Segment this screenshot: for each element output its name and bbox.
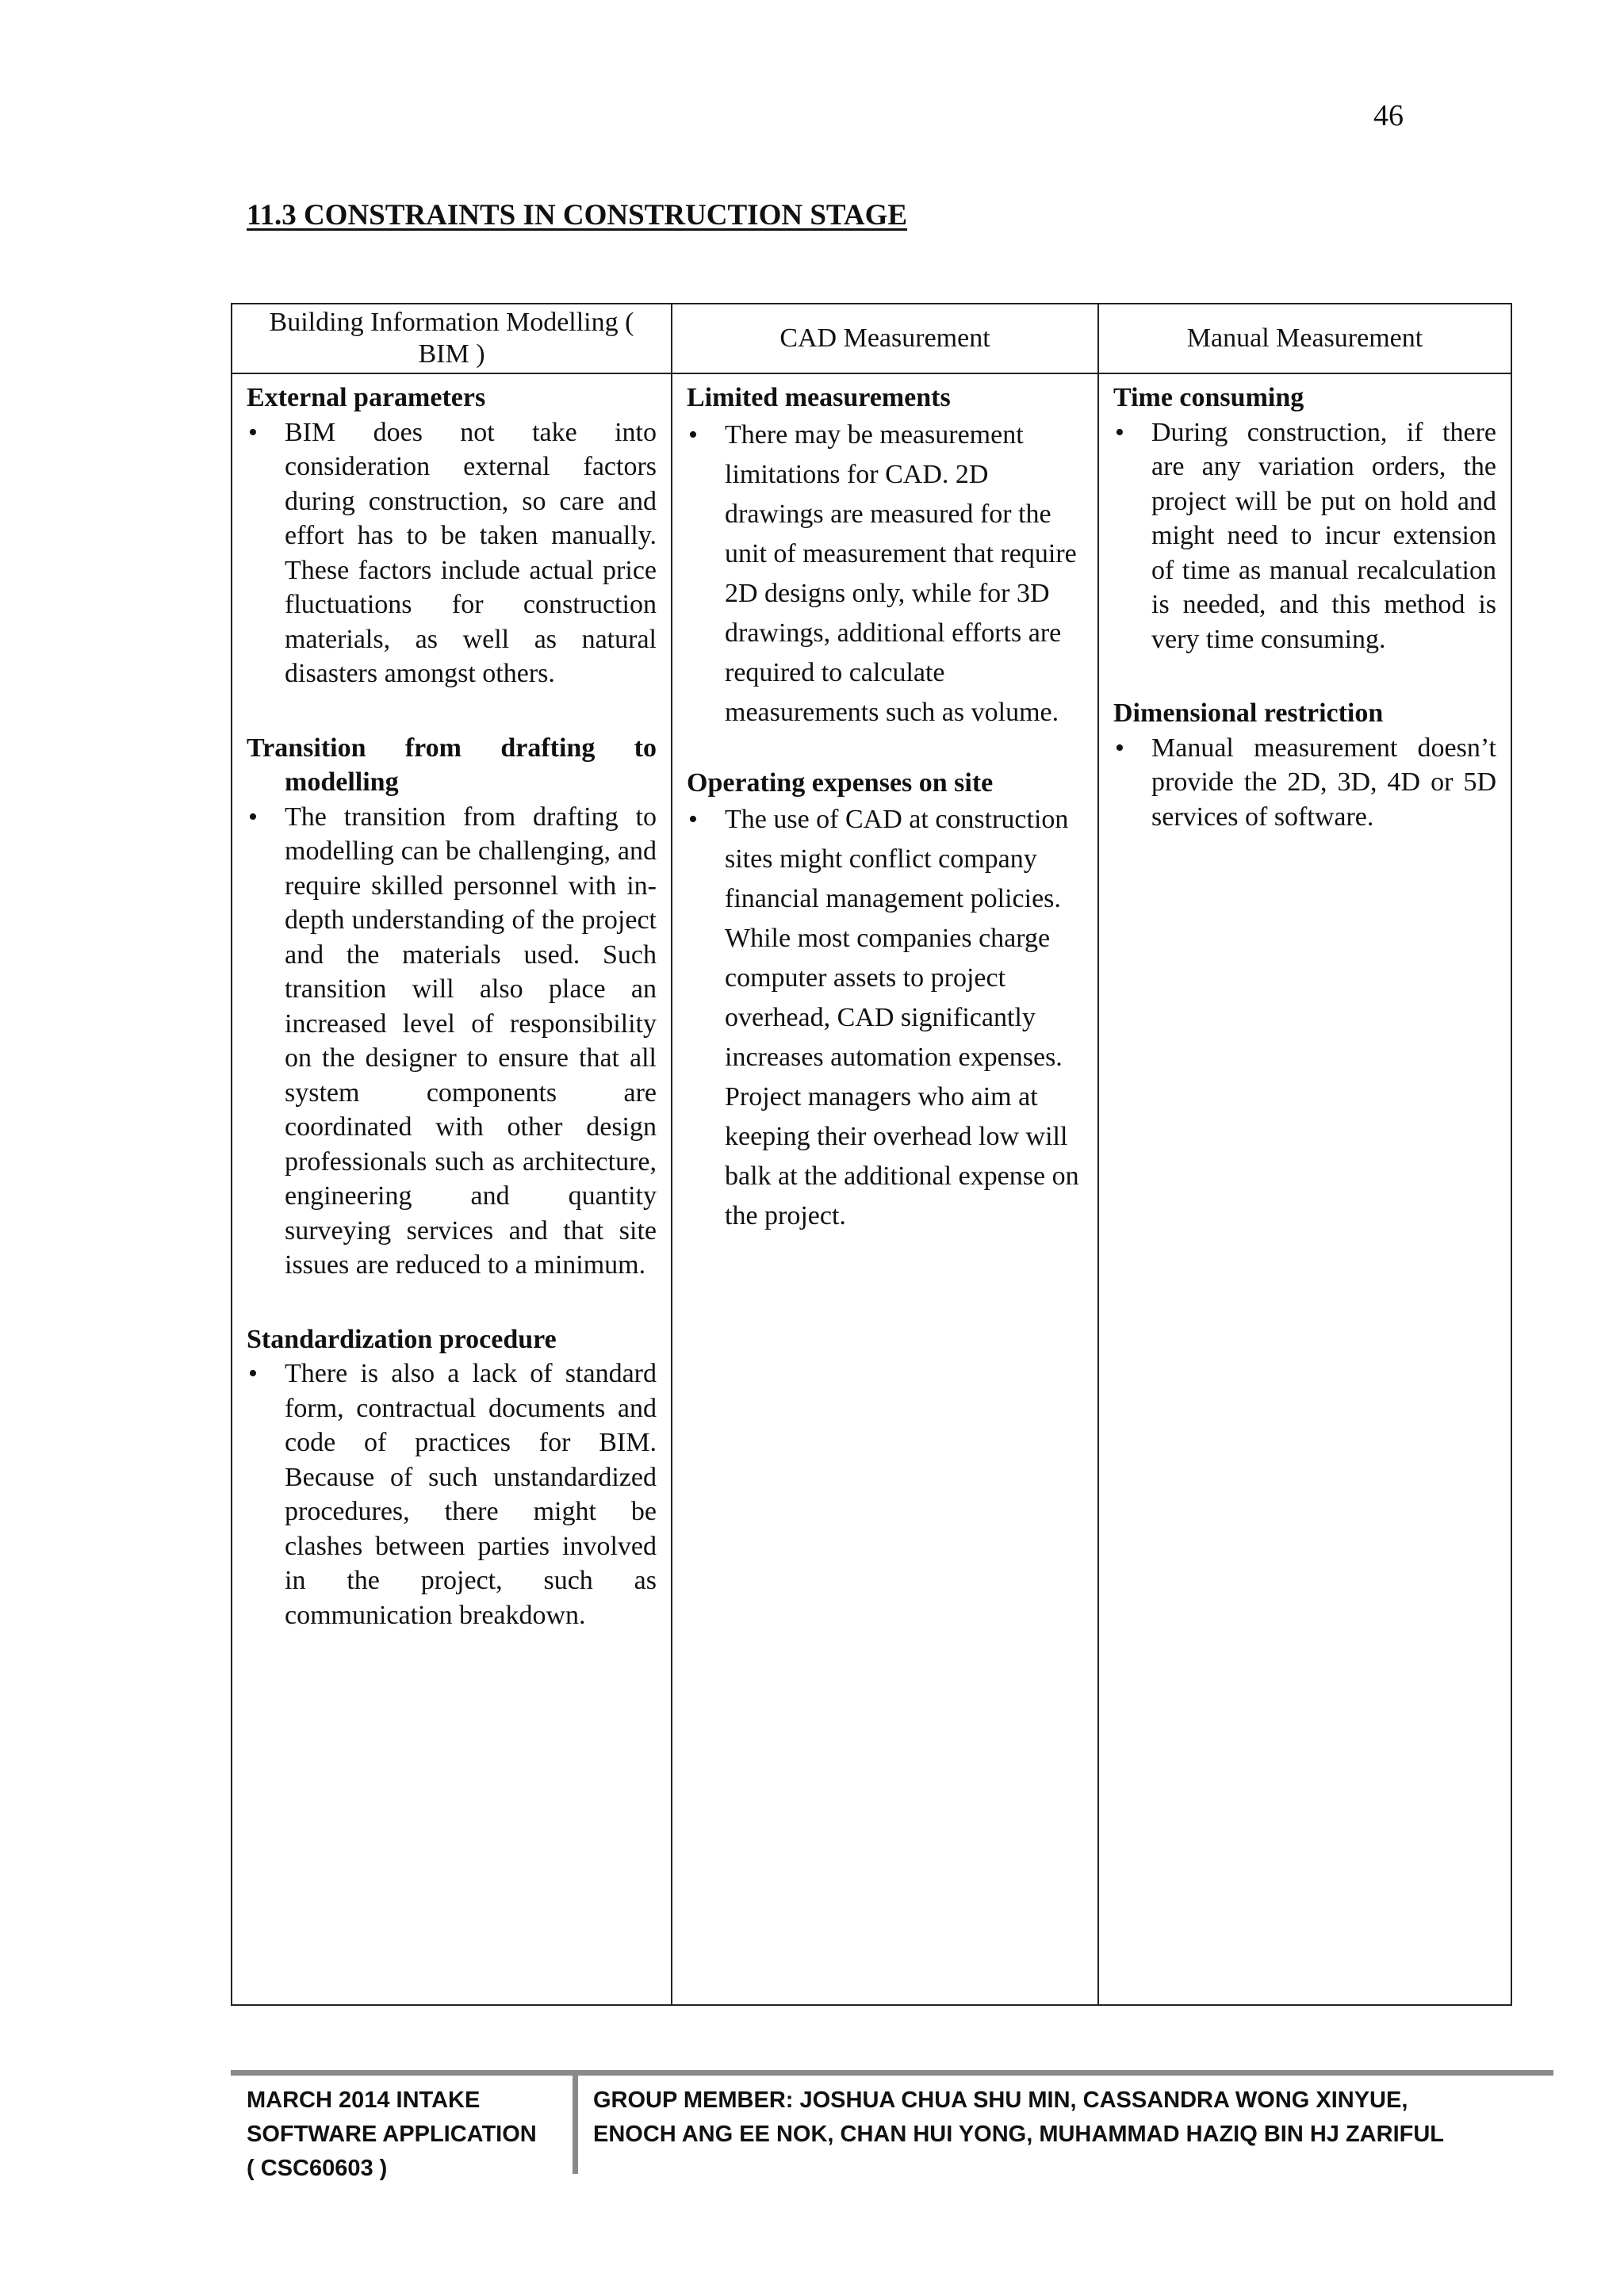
list-item xyxy=(1113,415,1496,657)
bullet-icon: • xyxy=(688,805,698,834)
bullet-icon: • xyxy=(248,417,258,447)
list-item xyxy=(247,415,657,691)
footer-group-members xyxy=(593,2084,1553,2152)
header-manual: Manual Measurement xyxy=(1098,304,1511,373)
bim-heading-standardization: Standardization procedure xyxy=(247,1324,557,1354)
footer-subject: SOFTWARE APPLICATION xyxy=(247,2122,537,2147)
constraints-table xyxy=(231,303,1512,2006)
list-item xyxy=(247,800,657,1283)
bim-cell xyxy=(232,373,672,2005)
manual-cell xyxy=(1098,373,1511,2005)
bim-text-transition: The transition from drafting to modelling can be challenging, and require skilled personnel with in-depth understanding of the project and the materials used. Such transition will also place an increased level of responsibility on the designer to ensure that all system components are coordinated with other design professionals such as architecture, engineering and quantity surveying services and that site issues are reduced to a minimum. xyxy=(285,802,657,1280)
header-cad: CAD Measurement xyxy=(672,304,1098,373)
list-item xyxy=(1113,731,1496,835)
manual-list-2 xyxy=(1113,731,1496,835)
list-item xyxy=(687,415,1083,733)
bullet-icon: • xyxy=(248,802,258,832)
manual-text-dimensional: Manual measurement doesn’t provide the 2D, 3D, 4D or 5D services of software. xyxy=(1151,733,1496,832)
bullet-icon: • xyxy=(688,419,698,450)
header-bim: Building Information Modelling ( BIM ) xyxy=(232,304,672,373)
list-item xyxy=(247,1357,657,1632)
footer-intake: MARCH 2014 INTAKE xyxy=(247,2087,481,2113)
footer-course-info xyxy=(247,2084,564,2186)
list-item xyxy=(687,800,1083,1236)
table-header-row xyxy=(232,304,1511,373)
bim-list-2 xyxy=(247,800,657,1283)
page-number: 46 xyxy=(1373,99,1404,132)
cad-heading-limited-measurements: Limited measurements xyxy=(687,383,951,412)
manual-list-1 xyxy=(1113,415,1496,657)
bim-heading-transition: Transition from drafting to modelling xyxy=(247,733,657,797)
bim-text-standardization: There is also a lack of standard form, contractual documents and code of practices for BIM. Because of such unstandardized procedures, there might be clashes between parties involved in the project, such as communication breakdown. xyxy=(285,1359,657,1630)
manual-text-time-consuming: During construction, if there are any variation orders, the project will be put on hold and might need to incur extension of time as manual recalculation is needed, and this method is very time consuming. xyxy=(1151,417,1496,654)
cad-heading-operating-expenses: Operating expenses on site xyxy=(687,767,994,798)
footer-members-line1: GROUP MEMBER: JOSHUA CHUA SHU MIN, CASSANDRA WONG XINYUE, xyxy=(593,2087,1408,2113)
bullet-icon: • xyxy=(248,1359,258,1388)
cad-cell xyxy=(672,373,1098,2005)
footer-members-line2: ENOCH ANG EE NOK, CHAN HUI YONG, MUHAMMAD HAZIQ BIN HJ ZARIFUL xyxy=(593,2122,1444,2147)
footer-divider xyxy=(231,2070,1553,2076)
footer-course-code: ( CSC60603 ) xyxy=(247,2156,388,2181)
manual-heading-time-consuming: Time consuming xyxy=(1113,383,1304,412)
cad-list-1 xyxy=(687,415,1083,733)
section-title: 11.3 CONSTRAINTS IN CONSTRUCTION STAGE xyxy=(247,199,908,232)
cad-text-limited-measurements: There may be measurement limitations for CAD. 2D drawings are measured for the unit of measurement that require 2D designs only, while for 3D drawings, additional efforts are required to calculate measurements such as volume. xyxy=(725,419,1077,727)
bim-list-1 xyxy=(247,415,657,691)
table-body-row xyxy=(232,373,1511,2005)
cad-list-2 xyxy=(687,800,1083,1236)
bim-text-external-parameters: BIM does not take into consideration external factors during construction, so care and effort has to be taken manually. These factors include actual price fluctuations for construction materials, as well as natural disasters amongst others. xyxy=(285,417,657,688)
bim-heading-external-parameters: External parameters xyxy=(247,383,486,412)
manual-heading-dimensional: Dimensional restriction xyxy=(1113,698,1384,728)
cad-text-operating-expenses: The use of CAD at construction sites might conflict company financial management policies. While most companies charge computer assets to project overhead, CAD significantly increases automation expenses. Project managers who aim at keeping their overhead low will balk at the additional expense on the project. xyxy=(725,805,1079,1230)
bullet-icon: • xyxy=(1115,417,1124,447)
footer-vertical-divider xyxy=(573,2076,578,2174)
bim-list-3 xyxy=(247,1357,657,1632)
bullet-icon: • xyxy=(1115,733,1124,763)
